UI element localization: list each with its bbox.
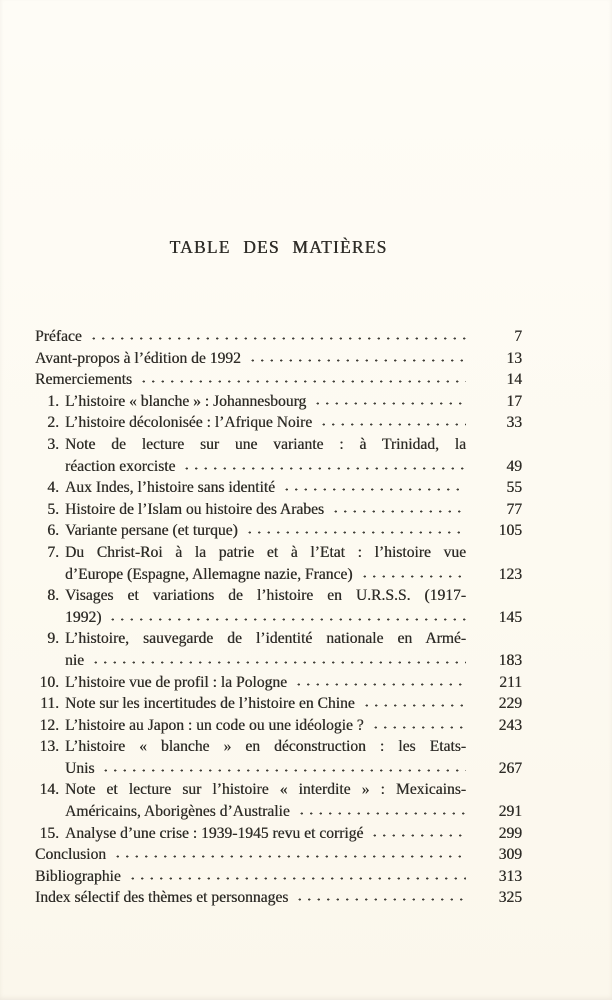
toc-line bbox=[35, 391, 522, 413]
chapter-number: 8. bbox=[47, 587, 59, 605]
dot-leader bbox=[319, 413, 466, 427]
page-number: 243 bbox=[498, 716, 522, 734]
toc-line bbox=[35, 779, 522, 801]
dot-leader bbox=[371, 716, 466, 730]
entry-text: L’histoire, sauvegarde de l’identité nationale en Armé- bbox=[65, 630, 466, 648]
dot-leader bbox=[331, 500, 466, 514]
entry-text: Avant-propos à l’édition de 1992 bbox=[35, 349, 241, 367]
toc-line bbox=[35, 542, 522, 564]
chapter-number: 10. bbox=[39, 673, 59, 691]
page-title: TABLE DES MATIÈRES bbox=[169, 237, 388, 257]
chapter-number: 7. bbox=[47, 543, 59, 561]
entry-text: L’histoire « blanche » : Johannesbourg bbox=[65, 392, 307, 410]
entry-text: L’histoire au Japon : un code ou une idéologie ? bbox=[65, 716, 364, 734]
entry-text: Visages et variations de l’histoire en U.R.S.S. (1917- bbox=[65, 587, 466, 605]
page-number: 313 bbox=[498, 867, 522, 885]
toc-line bbox=[35, 736, 522, 758]
page-number: 14 bbox=[506, 371, 522, 389]
dot-leader bbox=[108, 608, 466, 622]
chapter-number: 3. bbox=[47, 435, 59, 453]
dot-leader bbox=[91, 651, 466, 665]
toc-line bbox=[35, 456, 522, 478]
entry-text: Analyse d’une crise : 1939-1945 revu et corrigé bbox=[65, 824, 364, 842]
entry-text: Note sur les incertitudes de l’histoire en Chine bbox=[65, 695, 355, 713]
page-number: 299 bbox=[498, 824, 522, 842]
toc-line bbox=[35, 887, 522, 909]
entry-text: L’histoire décolonisée : l’Afrique Noire bbox=[65, 414, 313, 432]
page-number: 291 bbox=[498, 803, 522, 821]
dot-leader bbox=[295, 888, 466, 902]
page-number: 123 bbox=[498, 565, 522, 583]
toc-line bbox=[35, 844, 522, 866]
page-number: 49 bbox=[506, 457, 522, 475]
page-number: 55 bbox=[506, 479, 522, 497]
entry-text: Remerciements bbox=[35, 371, 132, 389]
chapter-number: 9. bbox=[47, 630, 59, 648]
chapter-number: 2. bbox=[47, 414, 59, 432]
chapter-number: 14. bbox=[39, 781, 59, 799]
entry-text: Américains, Aborigènes d’Australie bbox=[65, 803, 290, 821]
entry-text: Bibliographie bbox=[35, 867, 121, 885]
toc-line bbox=[35, 369, 522, 391]
toc-line bbox=[35, 434, 522, 456]
chapter-number: 6. bbox=[47, 522, 59, 540]
table-of-contents bbox=[35, 326, 522, 909]
toc-line bbox=[35, 672, 522, 694]
page-number: 33 bbox=[506, 414, 522, 432]
toc-line bbox=[35, 801, 522, 823]
dot-leader bbox=[248, 349, 466, 363]
page-number: 309 bbox=[498, 846, 522, 864]
page-number: 7 bbox=[514, 328, 522, 345]
chapter-number: 1. bbox=[47, 392, 59, 410]
entry-text: L’histoire vue de profil : la Pologne bbox=[65, 673, 288, 691]
toc-line bbox=[35, 607, 522, 629]
chapter-number: 4. bbox=[47, 479, 59, 497]
toc-line bbox=[35, 499, 522, 521]
dot-leader bbox=[282, 478, 466, 492]
chapter-number: 12. bbox=[39, 716, 59, 734]
dot-leader bbox=[370, 824, 466, 838]
dot-leader bbox=[297, 802, 466, 816]
dot-leader bbox=[89, 327, 466, 341]
entry-text: Préface bbox=[35, 328, 82, 345]
dot-leader bbox=[245, 521, 466, 535]
toc-line bbox=[35, 866, 522, 888]
page-number: 13 bbox=[506, 349, 522, 367]
chapter-number: 15. bbox=[39, 824, 59, 842]
toc-line bbox=[35, 412, 522, 434]
entry-text: Note de lecture sur une variante : à Trinidad, la bbox=[65, 435, 466, 453]
dot-leader bbox=[139, 370, 466, 384]
page-number: 325 bbox=[498, 889, 522, 907]
entry-text: Unis bbox=[65, 759, 95, 777]
entry-text: Index sélectif des thèmes et personnages bbox=[35, 889, 289, 907]
chapter-number: 11. bbox=[40, 695, 59, 713]
dot-leader bbox=[362, 694, 466, 708]
entry-text: réaction exorciste bbox=[65, 457, 176, 475]
entry-text: Variante persane (et turque) bbox=[65, 522, 238, 540]
toc-line bbox=[35, 628, 522, 650]
page-number: 77 bbox=[506, 500, 522, 518]
toc-line bbox=[35, 477, 522, 499]
entry-text: nie bbox=[65, 651, 85, 669]
entry-text: Aux Indes, l’histoire sans identité bbox=[65, 479, 276, 497]
toc-line bbox=[35, 564, 522, 586]
page-number: 145 bbox=[498, 608, 522, 626]
toc-line bbox=[35, 520, 522, 542]
page-number: 267 bbox=[498, 759, 522, 777]
entry-text: L’histoire « blanche » en déconstruction : les Etats- bbox=[65, 738, 466, 756]
entry-text: d’Europe (Espagne, Allemagne nazie, France) bbox=[65, 565, 353, 583]
entry-text: Conclusion bbox=[35, 846, 107, 864]
page-number: 17 bbox=[506, 392, 522, 410]
toc-line bbox=[35, 326, 522, 348]
toc-line bbox=[35, 715, 522, 737]
toc-line bbox=[35, 650, 522, 672]
dot-leader bbox=[113, 845, 466, 859]
toc-line bbox=[35, 585, 522, 607]
entry-text: Histoire de l’Islam ou histoire des Arabes bbox=[65, 500, 324, 518]
dot-leader bbox=[360, 565, 467, 579]
toc-line bbox=[35, 758, 522, 780]
dot-leader bbox=[182, 457, 466, 471]
page-number: 183 bbox=[498, 651, 522, 669]
entry-text: Du Christ-Roi à la patrie et à l’Etat : l’histoire vue bbox=[65, 543, 466, 561]
dot-leader bbox=[313, 392, 466, 406]
dot-leader bbox=[128, 867, 466, 881]
chapter-number: 5. bbox=[47, 500, 59, 518]
chapter-number: 13. bbox=[39, 738, 59, 756]
page-number: 105 bbox=[498, 522, 522, 540]
entry-text: Note et lecture sur l’histoire « interdite » : Mexicains- bbox=[65, 781, 466, 799]
entry-text: 1992) bbox=[65, 608, 102, 626]
dot-leader bbox=[101, 759, 466, 773]
toc-line bbox=[35, 348, 522, 370]
page-number: 229 bbox=[498, 695, 522, 713]
dot-leader bbox=[294, 673, 466, 687]
toc-line bbox=[35, 693, 522, 715]
toc-line bbox=[35, 823, 522, 845]
page-number: 211 bbox=[499, 673, 522, 691]
